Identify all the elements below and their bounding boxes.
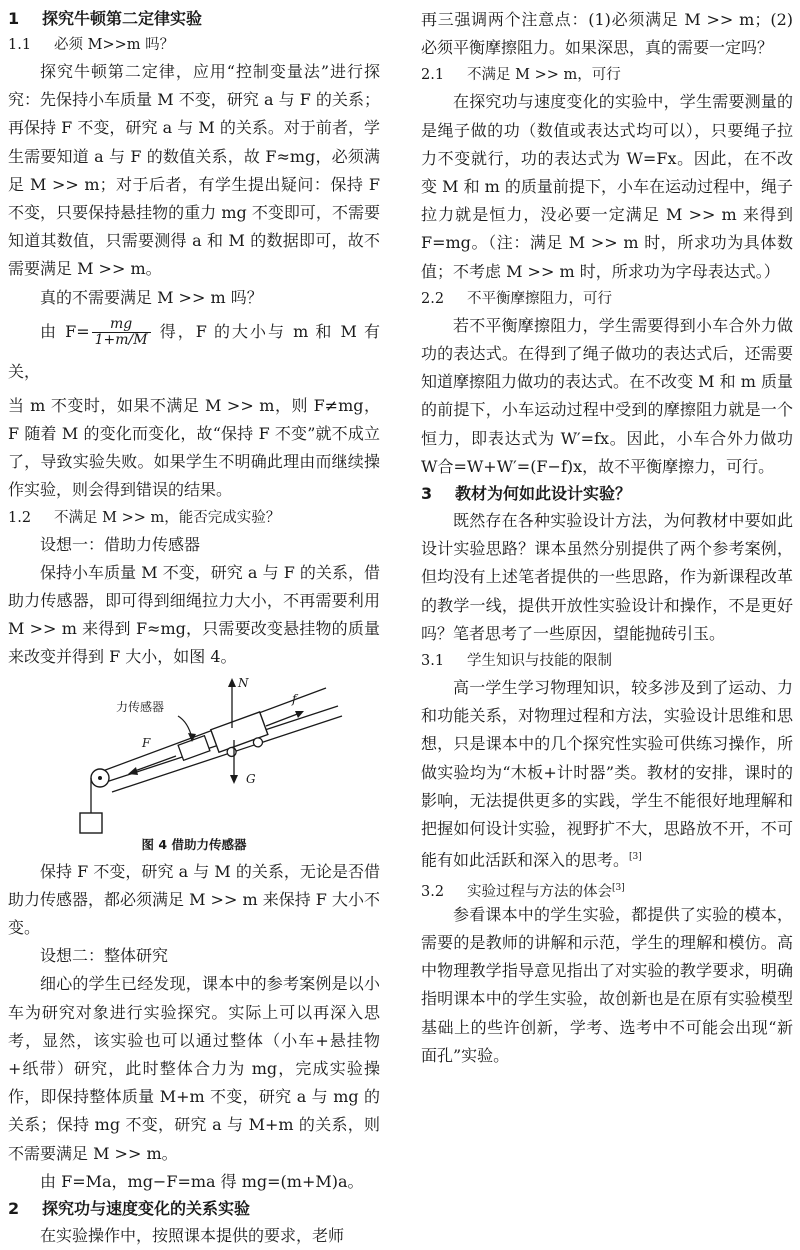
paragraph: 参看课本中的学生实验，都提供了实验的模本，需要的是教师的讲解和示范，学生的理解和模仿。高中物理教学指导意见指出了对实验的教学要求，明确指明课本中的学生实验，故创新也是在原有实验模型基础上的些许创新，学考、选考中不可能会出现“新面孔”实验。: [421, 904, 793, 1065]
section-heading-1: 1 探究牛顿第二定律实验: [8, 9, 203, 28]
equation-line: 由 F= $\frac{mg}{1+m/M}$ 得，F 的大小与 m 和 M 有关，: [8, 315, 380, 381]
hanging-mass: [80, 813, 102, 833]
figure-4: [8, 676, 380, 858]
paragraph: 设想一：借助力传感器: [40, 534, 201, 554]
subsection-heading-1-2: 1.2 不满足 M >> m，能否完成实验？: [8, 509, 281, 526]
paragraph: 若不平衡摩擦阻力，学生需要得到小车合外力做功的表达式。在得到了绳子做功的表达式后，还需要知道摩擦阻力做功的表达式。在不改变 M 和 m 质量的前提下，小车运动过程中受到的摩擦阻力就是一个恒力，即表达式为 W′=fx。因此，小车合外力做功 W合=W+W′=(F−f)x，故不平衡摩擦力，可行。: [421, 315, 793, 476]
label-f: f: [292, 691, 297, 706]
paragraph: 由 F=Ma，mg−F=ma 得 mg=(m+M)a。: [40, 1171, 364, 1191]
incline-diagram: [8, 676, 380, 834]
label-F: F: [142, 735, 151, 750]
paragraph: 再三强调两个注意点：(1)必须满足 M >> m；(2)必须平衡摩擦阻力。如果深思，真的需要一定吗？: [421, 10, 793, 58]
pulley-axle: [98, 776, 102, 780]
sensor-label: 力传感器: [116, 699, 165, 714]
figure-caption: 图 4 借助力传感器: [141, 836, 247, 852]
paragraph: 探究牛顿第二定律，应用“控制变量法”进行探究：先保持小车质量 M 不变，研究 a 与 F 的关系；再保持 F 不变，研究 a 与 M 的关系。对于前者，学生需要知道 a 与 F 的数值关系，故 F≈mg，必须满足 M >> m；对于后者，有学生提出疑问：保持 F 不变，只要保持悬挂物的重力 mg 不变即可，不需要知道其数值，只需要测得 a 和 M 的数据即可，故不需要满足 M >> m。: [8, 62, 380, 279]
tension-arrow: [132, 756, 176, 772]
subsection-heading-2-1: 2.1 不满足 M >> m，可行: [421, 67, 621, 84]
subsection-heading-3-1: 3.1 学生知识与技能的限制: [421, 653, 612, 670]
paragraph: 保持 F 不变，研究 a 与 M 的关系，无论是否借助力传感器，都必须满足 M >> m 来保持 F 大小不变。: [8, 861, 380, 938]
subsection-heading-2-2: 2.2 不平衡摩擦阻力，可行: [421, 290, 612, 307]
paragraph: 保持小车质量 M 不变，研究 a 与 F 的关系，借助力传感器，即可得到细绳拉力大小，不再需要利用 M >> m 来得到 F≈mg，只需要改变悬挂物的质量来改变并得到 F 大小，如图 4。: [8, 562, 380, 667]
force-sensor: [178, 735, 210, 760]
section-heading-3: 3 教材为何如此设计实验？: [421, 484, 632, 504]
paragraph: 设想二：整体研究: [40, 946, 169, 966]
section-heading-2: 2 探究功与速度变化的关系实验: [8, 1199, 251, 1219]
label-G: G: [246, 771, 256, 786]
paragraph: 细心的学生已经发现，课本中的参考案例是以小车为研究对象进行实验探究。实际上可以再深入思考，显然，该实验也可以通过整体（小车+悬挂物+纸带）研究，此时整体合力为 mg，完成实验操作，即保持整体质量 M+m 不变，研究 a 与 mg 的关系；保持 mg 不变，研究 a 与 M+m 的关系，则不需要满足 M >> m。: [8, 974, 380, 1163]
cart: [211, 712, 271, 760]
subsection-heading-1-1: 1.1 必须 M>>m 吗？: [8, 37, 175, 53]
paragraph: 高一学生学习物理知识，较多涉及到了运动、力和功能关系，对物理过程和方法，实验设计思维和思想，只是课本中的几个探究性实验可供练习操作，所做实验均为“木板+计时器”类。教材的安排，课时的影响，无法提供更多的实践，学生不能很好地理解和把握如何设计实验，视野扩不大，思路放不开，不可能有如此活跃和深入的思考。[3]: [421, 678, 793, 870]
paragraph: 在探究功与速度变化的实验中，学生需要测量的是绳子做的功（数值或表达式均可以），只要绳子拉力不变就行，功的表达式为 W=Fx。因此，在不改变 M 和 m 的质量前提下，小车在运动过程中，绳子拉力就是恒力，没必要一定满足 M >> m 来得到 F=mg。（注：满足 M >> m 时，所求功为具体数值；不考虑 M >> m 时，所求功为字母表达式。）: [421, 92, 793, 281]
paragraph: 真的不需要满足 M >> m 吗？: [40, 287, 263, 307]
subsection-heading-3-2: 3.2 实验过程与方法的体会[3]: [421, 882, 625, 900]
paragraph: 既然存在各种实验设计方法，为何教材中要如此设计实验思路？课本虽然分别提供了两个参考案例，但均没有上述笔者提供的一些思路，作为新课程改革的教学一线，提供开放性实验设计和操作，不是更好吗？笔者思考了一些原因，望能抛砖引玉。: [421, 511, 793, 643]
right-column: [421, 6, 793, 1070]
left-column: [8, 6, 380, 1250]
label-N: N: [238, 675, 249, 690]
paragraph: 当 m 不变时，如果不满足 M >> m，则 F≠mg，F 随着 M 的变化而变化，故“保持 F 不变”就不成立了，导致实验失败。如果学生不明确此理由而继续操作实验，则会得到错误的结果。: [8, 395, 380, 500]
fraction: $\frac{mg}{1+m/M}$: [92, 317, 151, 348]
citation: [3]: [612, 882, 625, 893]
paragraph: 在实验操作中，按照课本提供的要求，老师: [40, 1226, 345, 1246]
citation: [3]: [629, 852, 642, 863]
